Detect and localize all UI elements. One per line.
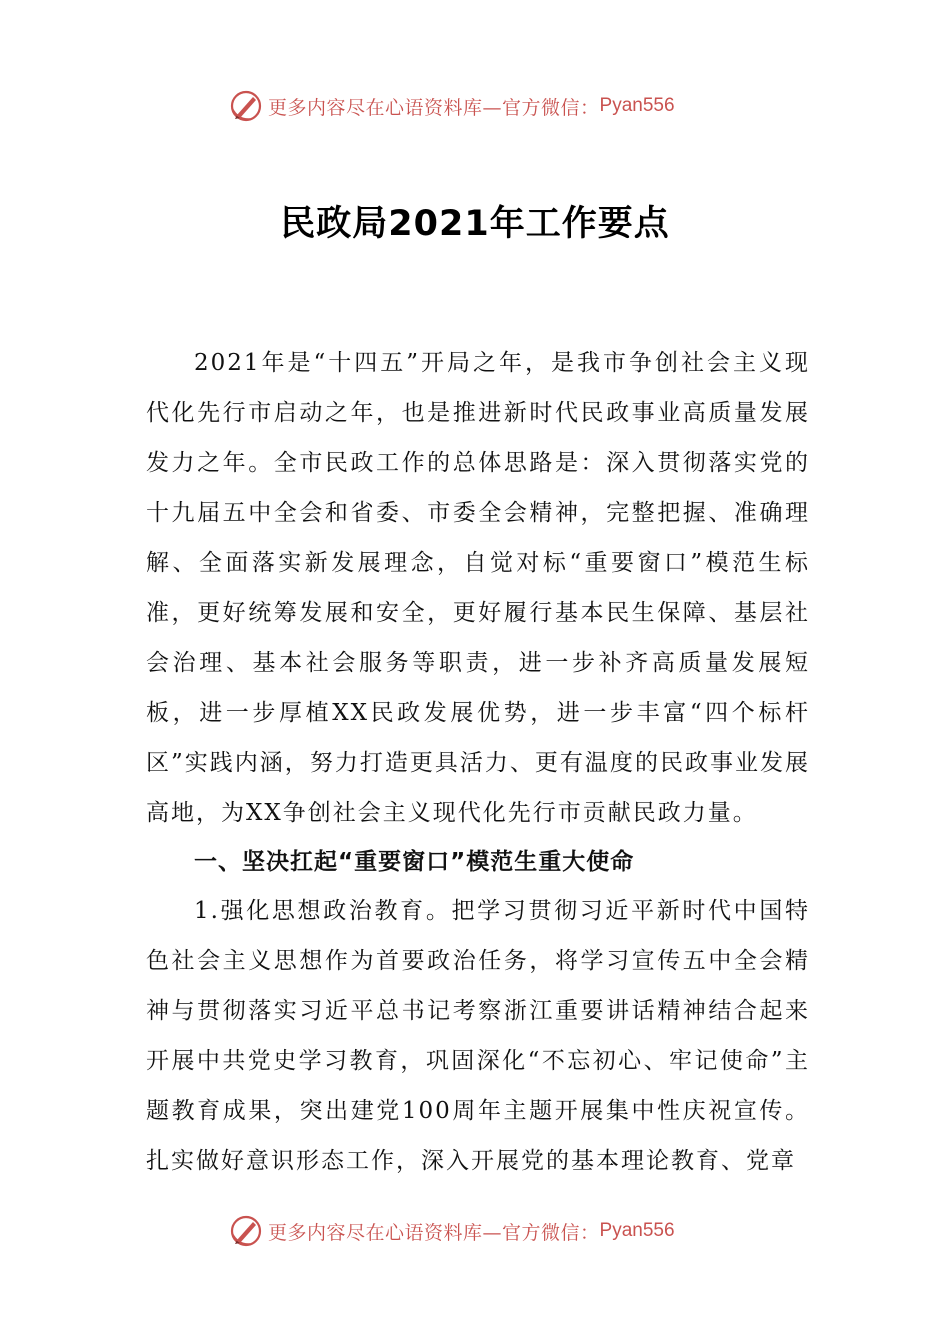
banner-text: 更多内容尽在心语资料库—官方微信： [268,96,600,119]
banner-wechat-id: Pyan556 [599,95,675,116]
document-title: 民政局2021年工作要点 [280,204,670,244]
section-heading: 一、坚决扛起“重要窗口”模范生重大使命 [194,849,635,875]
pen-logo-icon [228,1213,264,1249]
document-body [146,338,810,1186]
footer-watermark-banner [228,1211,748,1251]
header-watermark-banner [228,86,748,126]
intro-paragraph: 2021年是“十四五”开局之年，是我市争创社会主义现代化先行市启动之年，也是推进新时代民政事业高质量发展发力之年。全市民政工作的总体思路是：深入贯彻落实党的十九届五中全会和省委、市委全会精神，完整把握、准确理解、全面落实新发展理念，自觉对标“重要窗口”模范生标准，更好统筹发展和安全，更好履行基本民生保障、基层社会治理、基本社会服务等职责，进一步补齐高质量发展短板，进一步厚植XX民政发展优势，进一步丰富“四个标杆区”实践内涵，努力打造更具活力、更有温度的民政事业发展高地，为XX争创社会主义现代化先行市贡献民政力量。 [146,350,810,826]
pen-logo-icon [228,88,264,124]
banner-text: 更多内容尽在心语资料库—官方微信： [268,1221,600,1244]
list-item-paragraph: 1.强化思想政治教育。把学习贯彻习近平新时代中国特色社会主义思想作为首要政治任务，将学习宣传五中全会精神与贯彻落实习近平总书记考察浙江重要讲话精神结合起来开展中共党史学习教育，巩固深化“不忘初心、牢记使命”主题教育成果，突出建党100周年主题开展集中性庆祝宣传。扎实做好意识形态工作，深入开展党的基本理论教育、党章 [146,898,810,1174]
banner-wechat-id: Pyan556 [599,1220,675,1241]
